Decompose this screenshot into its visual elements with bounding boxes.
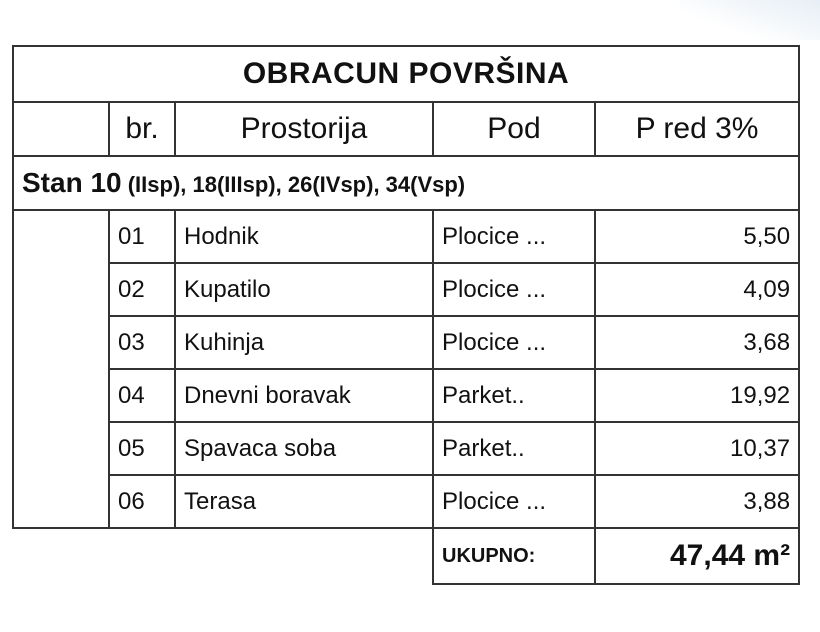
row-number: 04 (109, 369, 175, 422)
row-room: Hodnik (175, 210, 433, 263)
title-row (13, 46, 799, 102)
total-spacer (13, 528, 109, 584)
header-floor: Pod (433, 102, 595, 156)
unit-row (13, 156, 799, 210)
corner-decoration (680, 0, 820, 40)
row-area: 10,37 (595, 422, 799, 475)
total-spacer (175, 528, 433, 584)
area-calculation-table (12, 45, 800, 585)
blank-column (13, 210, 109, 528)
row-floor: Plocice ... (433, 263, 595, 316)
row-floor: Parket.. (433, 369, 595, 422)
table-row (13, 422, 799, 475)
table-row (13, 369, 799, 422)
row-room: Kuhinja (175, 316, 433, 369)
header-number: br. (109, 102, 175, 156)
row-room: Spavaca soba (175, 422, 433, 475)
table-row (13, 210, 799, 263)
row-floor: Plocice ... (433, 475, 595, 528)
row-area: 3,68 (595, 316, 799, 369)
row-area: 4,09 (595, 263, 799, 316)
row-area: 3,88 (595, 475, 799, 528)
table-row (13, 475, 799, 528)
header-room: Prostorija (175, 102, 433, 156)
row-area: 5,50 (595, 210, 799, 263)
unit-floors: (IIsp), 18(IIIsp), 26(IVsp), 34(Vsp) (121, 172, 466, 197)
table-title: OBRACUN POVRŠINA (13, 46, 799, 102)
header-area: P red 3% (595, 102, 799, 156)
unit-name: Stan 10 (22, 167, 122, 198)
total-row (13, 528, 799, 584)
total-spacer (109, 528, 175, 584)
row-room: Dnevni boravak (175, 369, 433, 422)
row-number: 01 (109, 210, 175, 263)
total-value: 47,44 m² (595, 528, 799, 584)
row-floor: Plocice ... (433, 316, 595, 369)
row-room: Kupatilo (175, 263, 433, 316)
header-blank (13, 102, 109, 156)
unit-label (13, 156, 799, 210)
row-floor: Parket.. (433, 422, 595, 475)
row-number: 05 (109, 422, 175, 475)
row-floor: Plocice ... (433, 210, 595, 263)
total-label: UKUPNO: (433, 528, 595, 584)
table-row (13, 316, 799, 369)
row-room: Terasa (175, 475, 433, 528)
row-number: 06 (109, 475, 175, 528)
row-number: 02 (109, 263, 175, 316)
row-area: 19,92 (595, 369, 799, 422)
row-number: 03 (109, 316, 175, 369)
header-row (13, 102, 799, 156)
table-row (13, 263, 799, 316)
